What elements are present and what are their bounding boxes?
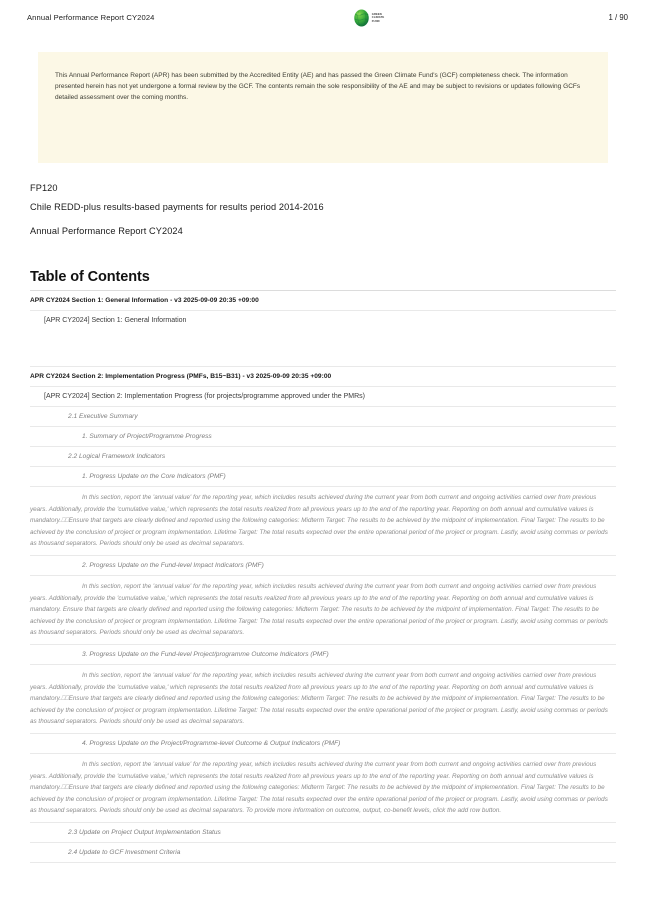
page-header — [0, 0, 646, 26]
toc-entry-link[interactable]: 4. Progress Update on the Project/Programme-level Outcome & Output Indicators (PMF) — [30, 733, 616, 753]
toc-entry-link[interactable]: [APR CY2024] Section 1: General Information — [30, 310, 616, 330]
wordmark-line-2: CLIMATE — [371, 16, 385, 20]
toc-section-header: APR CY2024 Section 2: Implementation Progress (PMFs, B15~B31) - v3 2025-09-09 20:35 +09:00 — [30, 366, 616, 386]
gcf-wordmark — [372, 12, 384, 23]
report-title-block — [30, 182, 646, 238]
toc-spacer — [30, 330, 616, 366]
toc-entry-link[interactable]: 1. Progress Update on the Core Indicators (PMF) — [30, 466, 616, 486]
toc-guidance-paragraph: In this section, report the 'annual value' for the reporting year, which includes results achieved during the current year from both current and ongoing activities carried over from previous years. Additionally, provide the 'cumulative value,' which represents the total results realized from all previous years up to the end of the reporting year. Reporting on both annual and cumulative values is mandatory.⎕⎕Ensure that targets are clearly defined and reported using the following categories: Midterm Target: The results to be achieved by the midpoint of implementation. Final Target: The results to be achieved by the conclusion of project or program implementation. Lifetime Target: The total results expected over the entire operational period of the project or program. Lastly, avoid using commas or periods as thousand separators. Periods should only be used as decimal separators. — [30, 486, 616, 555]
table-of-contents — [30, 269, 616, 863]
toc-entry-link[interactable]: 2.1 Executive Summary — [30, 406, 616, 426]
toc-entry-link[interactable]: 2. Progress Update on the Fund-level Impact Indicators (PMF) — [30, 555, 616, 575]
toc-entry-link[interactable]: 2.3 Update on Project Output Implementation Status — [30, 822, 616, 842]
toc-heading: Table of Contents — [30, 269, 150, 285]
toc-section-header: APR CY2024 Section 1: General Information - v3 2025-09-09 20:35 +09:00 — [30, 290, 616, 310]
globe-icon — [353, 9, 370, 27]
toc-bottom-rule — [30, 862, 616, 863]
toc-entry-link[interactable]: 1. Summary of Project/Programme Progress — [30, 426, 616, 446]
header-document-title: Annual Performance Report CY2024 — [27, 13, 155, 22]
report-name: Annual Performance Report CY2024 — [30, 226, 183, 236]
page-number-indicator: 1 / 90 — [608, 13, 628, 22]
toc-entry-link[interactable]: 3. Progress Update on the Fund-level Project/programme Outcome Indicators (PMF) — [30, 644, 616, 664]
disclaimer-text: This Annual Performance Report (APR) has been submitted by the Accredited Entity (AE) and has passed the Green Climate Fund's (GCF) completeness check. The information presented herein has not yet undergone a formal review by the GCF. The contents remain the sole responsibility of the AE and may be subject to revisions or updates following GCFs detailed assessment over the coming months. — [55, 72, 581, 102]
disclaimer-banner — [38, 52, 608, 163]
toc-row-list — [30, 290, 616, 863]
green-climate-fund-logo — [353, 9, 384, 27]
toc-entry-link[interactable]: 2.2 Logical Framework Indicators — [30, 446, 616, 466]
project-code: FP120 — [30, 183, 58, 193]
toc-entry-link[interactable]: 2.4 Update to GCF Investment Criteria — [30, 842, 616, 862]
toc-entry-link[interactable]: [APR CY2024] Section 2: Implementation Progress (for projects/programme approved under the PMRs) — [30, 386, 616, 406]
project-name: Chile REDD-plus results-based payments for results period 2014-2016 — [30, 202, 324, 212]
toc-guidance-paragraph: In this section, report the 'annual value' for the reporting year, which includes results achieved during the current year from both current and ongoing activities carried over from previous years. Additionally, provide the 'cumulative value,' which represents the total results realized from all previous years up to the end of the reporting year. Reporting on both annual and cumulative values is mandatory.⎕⎕Ensure that targets are clearly defined and reported using the following categories: Midterm Target: The results to be achieved by the midpoint of implementation. Final Target: The results to be achieved by the conclusion of project or program implementation. Lifetime Target: The total results expected over the entire operational period of the project or program. Lastly, avoid using commas or periods as thousand separators. Periods should only be used as decimal separators. — [30, 664, 616, 733]
toc-guidance-paragraph: In this section, report the 'annual value' for the reporting year, which includes results achieved during the current year from both current and ongoing activities carried over from previous years. Additionally, provide the 'cumulative value,' which represents the total results realized from all previous years up to the end of the reporting year. Reporting on both annual and cumulative values is mandatory. Ensure that targets are clearly defined and reported using the following categories: Midterm Target: The results to be achieved by the midpoint of implementation. Final Target: The results to be achieved by the conclusion of project or program implementation. Lifetime Target: The total results expected over the entire operational period of the project or program. Lastly, avoid using commas or periods as thousand separators. Periods should only be used as decimal separators. — [30, 575, 616, 644]
wordmark-line-1: GREEN — [371, 12, 382, 16]
wordmark-line-3: FUND — [371, 19, 380, 23]
toc-guidance-paragraph: In this section, report the 'annual value' for the reporting year, which includes results achieved during the current year from both current and ongoing activities carried over from previous years. Additionally, provide the 'cumulative value,' which represents the total results realized from all previous years up to the end of the reporting year. Reporting on both annual and cumulative values is mandatory.⎕⎕Ensure that targets are clearly defined and reported using the following categories: Midterm Target: The results to be achieved by the midpoint of implementation. Final Target: The results to be achieved by the conclusion of project or program implementation. Lifetime Target: The total results expected over the entire operational period of the project or program. Lastly, avoid using commas or periods as thousand separators. Periods should only be used as decimal separators. To provide more information on outcome, output, co-benefit levels, click the add row button. — [30, 753, 616, 822]
